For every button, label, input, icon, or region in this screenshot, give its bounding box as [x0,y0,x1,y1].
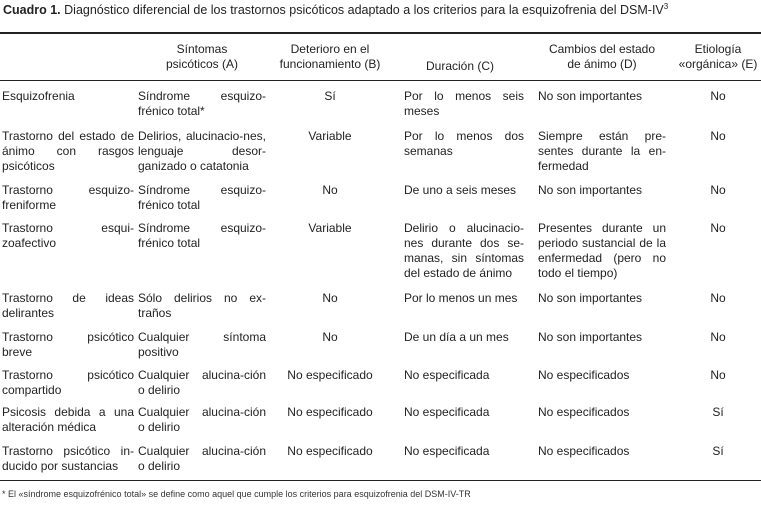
cell-sintomas: Cualquier alucina-ción o delirio [138,405,266,434]
cell-deterioro: Sí [324,89,336,103]
cell-cambios-animo: Siempre están pre-sentes durante la en-fermedad [538,129,666,173]
cell-duracion: De uno a seis meses [404,183,517,197]
caption-text: Diagnóstico diferencial de los trastornos psicóticos adaptado a los criterios para la esquizofrenia del DSM-IV [64,3,664,17]
cell-trastorno: Trastorno esquizo-freniforme [2,183,134,212]
cell-deterioro: No [322,291,338,305]
caption-label: Cuadro 1. [3,3,61,17]
cell-sintomas: Cualquier síntoma positivo [138,330,266,359]
cell-sintomas: Síndrome esquizo-frénico total [138,221,266,250]
cell-duracion: Por lo menos un mes [404,291,518,305]
caption-superscript: 3 [663,2,669,11]
cell-trastorno: Trastorno psicótico compartido [2,368,134,397]
cell-trastorno: Esquizofrenia [2,89,75,103]
cell-etiologia: Sí [712,444,724,458]
cell-etiologia: No [710,129,726,143]
cell-cambios-animo: Presentes durante un periodo sustancial de la enfermedad (pero no todo el tiempo) [538,221,666,280]
cell-etiologia: No [710,183,726,197]
cell-etiologia: No [710,330,726,344]
cell-etiologia: No [710,368,726,382]
cell-etiologia: No [710,291,726,305]
cell-duracion: De un día a un mes [404,330,509,344]
cell-deterioro: No [322,330,338,344]
cell-cambios-animo: No son importantes [538,330,643,344]
table-caption [3,2,668,17]
cell-sintomas: Delirios, alucinacio-nes, lenguaje desor-ganizado o catatonia [138,129,266,173]
cell-duracion: No especificada [404,444,490,458]
cell-duracion: Por lo menos dos semanas [404,129,524,158]
cell-cambios-animo: No son importantes [538,183,643,197]
cell-sintomas: Cualquier alucina-ción o delirio [138,444,266,473]
header-sintomas [138,42,266,72]
table-bottom-rule [0,480,761,481]
cell-deterioro: No especificado [287,368,373,382]
header-etiologia [676,42,760,72]
cell-sintomas: Síndrome esquizo-frénico total [138,183,266,212]
cell-etiologia: Sí [712,405,724,419]
header-cambios-line1: Cambios del estado [548,42,656,56]
cell-deterioro: Variable [308,221,352,235]
header-deterioro [268,42,392,72]
cell-deterioro: No especificado [287,405,373,419]
header-sintomas-line2: psicóticos (A) [165,57,239,71]
table-top-rule [0,32,761,34]
cell-deterioro: Variable [308,129,352,143]
header-etiologia-line1: Etiología [694,42,742,56]
cell-trastorno: Trastorno de ideas delirantes [2,291,134,320]
cell-cambios-animo: No son importantes [538,291,643,305]
header-duracion-line1: Duración (C) [425,59,494,73]
cell-trastorno: Trastorno esqui-zoafectivo [2,221,134,250]
cell-trastorno: Trastorno psicótico in-ducido por sustancias [2,444,134,473]
header-etiologia-line2: «orgánica» (E) [678,57,758,71]
cell-deterioro: No [322,183,338,197]
cell-duracion: Por lo menos seis meses [404,89,524,118]
table-header-rule [0,80,761,81]
cell-sintomas: Sólo delirios no ex-traños [138,291,266,320]
header-cambios-animo [530,42,674,72]
cell-cambios-animo: No especificados [538,368,630,382]
cell-duracion: No especificada [404,405,490,419]
header-deterioro-line1: Deterioro en el [290,42,370,56]
header-duracion [390,59,530,74]
cell-cambios-animo: No especificados [538,444,630,458]
cell-etiologia: No [710,221,726,235]
cell-duracion: No especificada [404,368,490,382]
header-sintomas-line1: Síntomas [176,42,228,56]
header-deterioro-line2: funcionamiento (B) [279,57,381,71]
header-cambios-line2: de ánimo (D) [567,57,637,71]
cell-duracion: Delirio o alucinacio-nes durante dos se-manas, sin síntomas del estado de ánimo [404,221,524,280]
cell-trastorno: Psicosis debida a una alteración médica [2,405,134,434]
cell-trastorno: Trastorno psicótico breve [2,330,134,359]
cell-etiologia: No [710,89,726,103]
cell-cambios-animo: No especificados [538,405,630,419]
cell-deterioro: No especificado [287,444,373,458]
cell-trastorno: Trastorno del estado de ánimo con rasgos psicóticos [2,129,134,173]
cell-sintomas: Cualquier alucina-ción o delirio [138,368,266,397]
table-footnote: * El «síndrome esquizofrénico total» se define como aquel que cumple los criterios para esquizofrenia del DSM-IV-TR [2,489,471,499]
cell-cambios-animo: No son importantes [538,89,643,103]
cell-sintomas: Síndrome esquizo-frénico total* [138,89,266,118]
